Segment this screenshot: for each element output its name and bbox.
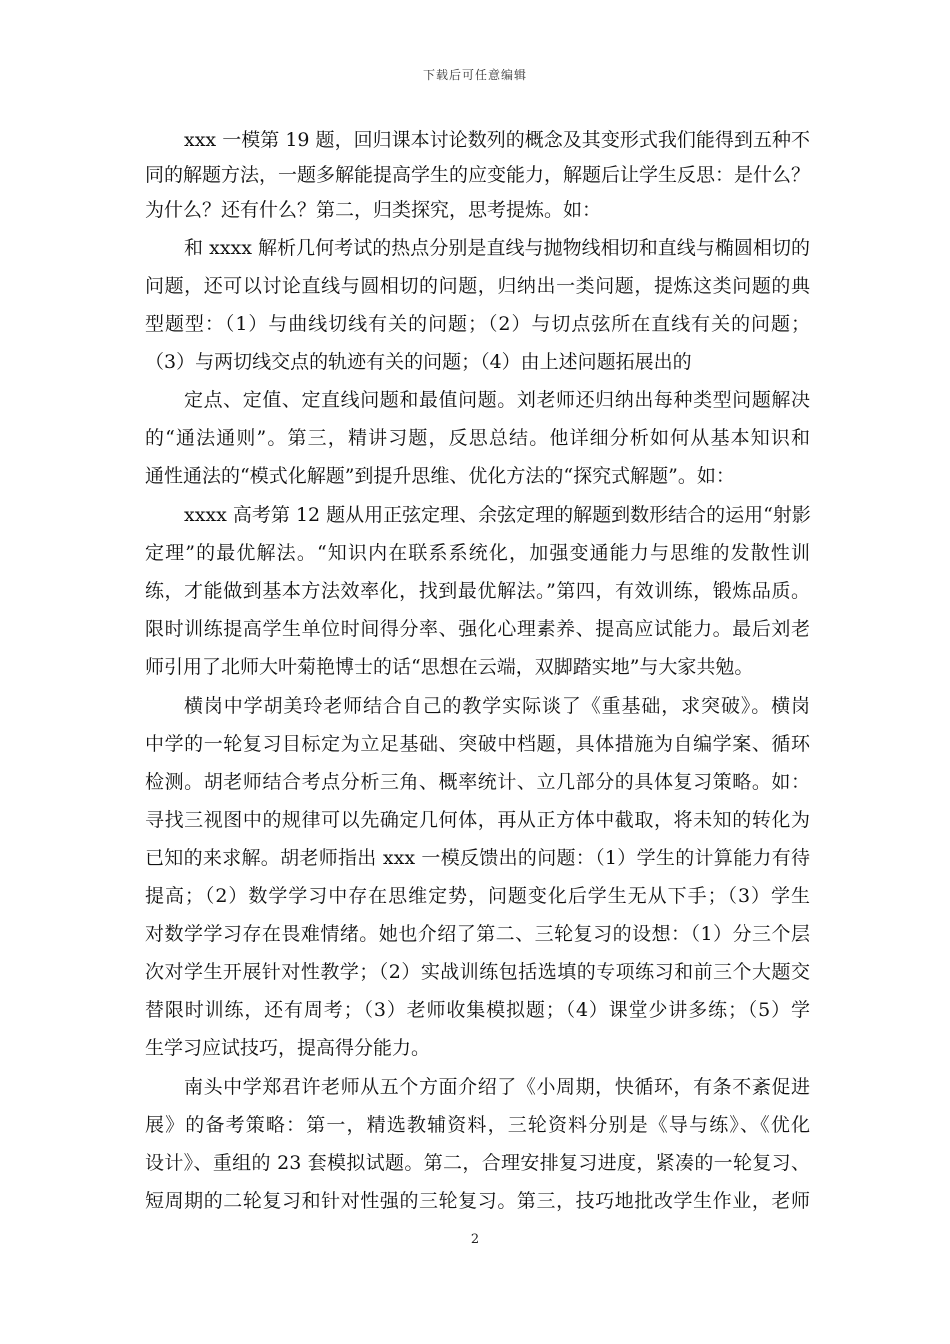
text-line: 设计》、重组的 23 套模拟试题。第二，合理安排复习进度，紧凑的一轮复习、	[145, 1152, 810, 1174]
text-line: 练，才能做到基本方法效率化，找到最优解法。”第四，有效训练，锻炼品质。	[145, 580, 810, 602]
text-line: 问题，还可以讨论直线与圆相切的问题，归纳出一类问题，提炼这类问题的典	[145, 275, 810, 297]
text-line: 南头中学郑君许老师从五个方面介绍了《小周期，快循环，有条不紊促进	[184, 1076, 810, 1098]
text-line: 寻找三视图中的规律可以先确定几何体，再从正方体中截取，将未知的转化为	[145, 809, 810, 831]
page-number: 2	[470, 1232, 480, 1247]
text-line: 中学的一轮复习目标定为立足基础、突破中档题，具体措施为自编学案、循环	[145, 733, 810, 755]
text-line: 次对学生开展针对性教学；（2）实战训练包括选填的专项练习和前三个大题交	[145, 961, 810, 983]
text-line: 师引用了北师大叶菊艳博士的话“思想在云端，双脚踏实地”与大家共勉。	[145, 656, 754, 678]
text-line: 的“通法通则”。第三，精讲习题，反思总结。他详细分析如何从基本知识和	[145, 427, 810, 449]
text-line: 横岗中学胡美玲老师结合自己的教学实际谈了《重基础，求突破》。横岗	[184, 695, 810, 717]
text-line: 生学习应试技巧，提高得分能力。	[145, 1037, 431, 1059]
text-line: 提高；（2）数学学习中存在思维定势，问题变化后学生无从下手；（3）学生	[145, 885, 810, 907]
text-line: 型题型：（1）与曲线切线有关的问题；（2）与切点弦所在直线有关的问题；	[145, 313, 810, 335]
text-line: xxx 一模第 19 题，回归课本讨论数列的概念及其变形式我们能得到五种不	[184, 129, 810, 151]
text-line: 为什么？还有什么？第二，归类探究，思考提炼。如：	[145, 199, 602, 221]
text-line: 展》的备考策略：第一，精选教辅资料，三轮资料分别是《导与练》、《优化	[145, 1114, 810, 1136]
text-line: 检测。胡老师结合考点分析三角、概率统计、立几部分的具体复习策略。如：	[145, 771, 810, 793]
text-line: 定理”的最优解法。“知识内在联系系统化，加强变通能力与思维的发散性训	[145, 542, 810, 564]
text-line: 定点、定值、定直线问题和最值问题。刘老师还归纳出每种类型问题解决	[184, 389, 810, 411]
text-line: 短周期的二轮复习和针对性强的三轮复习。第三，技巧地批改学生作业，老师	[145, 1190, 810, 1212]
text-line: 和 xxxx 解析几何考试的热点分别是直线与抛物线相切和直线与椭圆相切的	[184, 237, 810, 259]
text-line: 同的解题方法，一题多解能提高学生的应变能力，解题后让学生反思：是什么？	[145, 164, 811, 186]
text-line: 已知的来求解。胡老师指出 xxx 一模反馈出的问题：（1）学生的计算能力有待	[145, 847, 810, 869]
text-line: 替限时训练，还有周考；（3）老师收集模拟题；（4）课堂少讲多练；（5）学	[145, 999, 810, 1021]
page-header: 下载后可任意编辑	[422, 68, 527, 82]
text-line: 限时训练提高学生单位时间得分率、强化心理素养、提高应试能力。最后刘老	[145, 618, 810, 640]
text-line: xxxx 高考第 12 题从用正弦定理、余弦定理的解题到数形结合的运用“射影	[184, 504, 811, 526]
text-line: 通性通法的“模式化解题”到提升思维、优化方法的“探究式解题”。如：	[145, 465, 735, 487]
text-line: （3）与两切线交点的轨迹有关的问题；（4）由上述问题拓展出的	[145, 351, 692, 373]
text-line: 对数学学习存在畏难情绪。她也介绍了第二、三轮复习的设想：（1）分三个层	[145, 923, 810, 945]
